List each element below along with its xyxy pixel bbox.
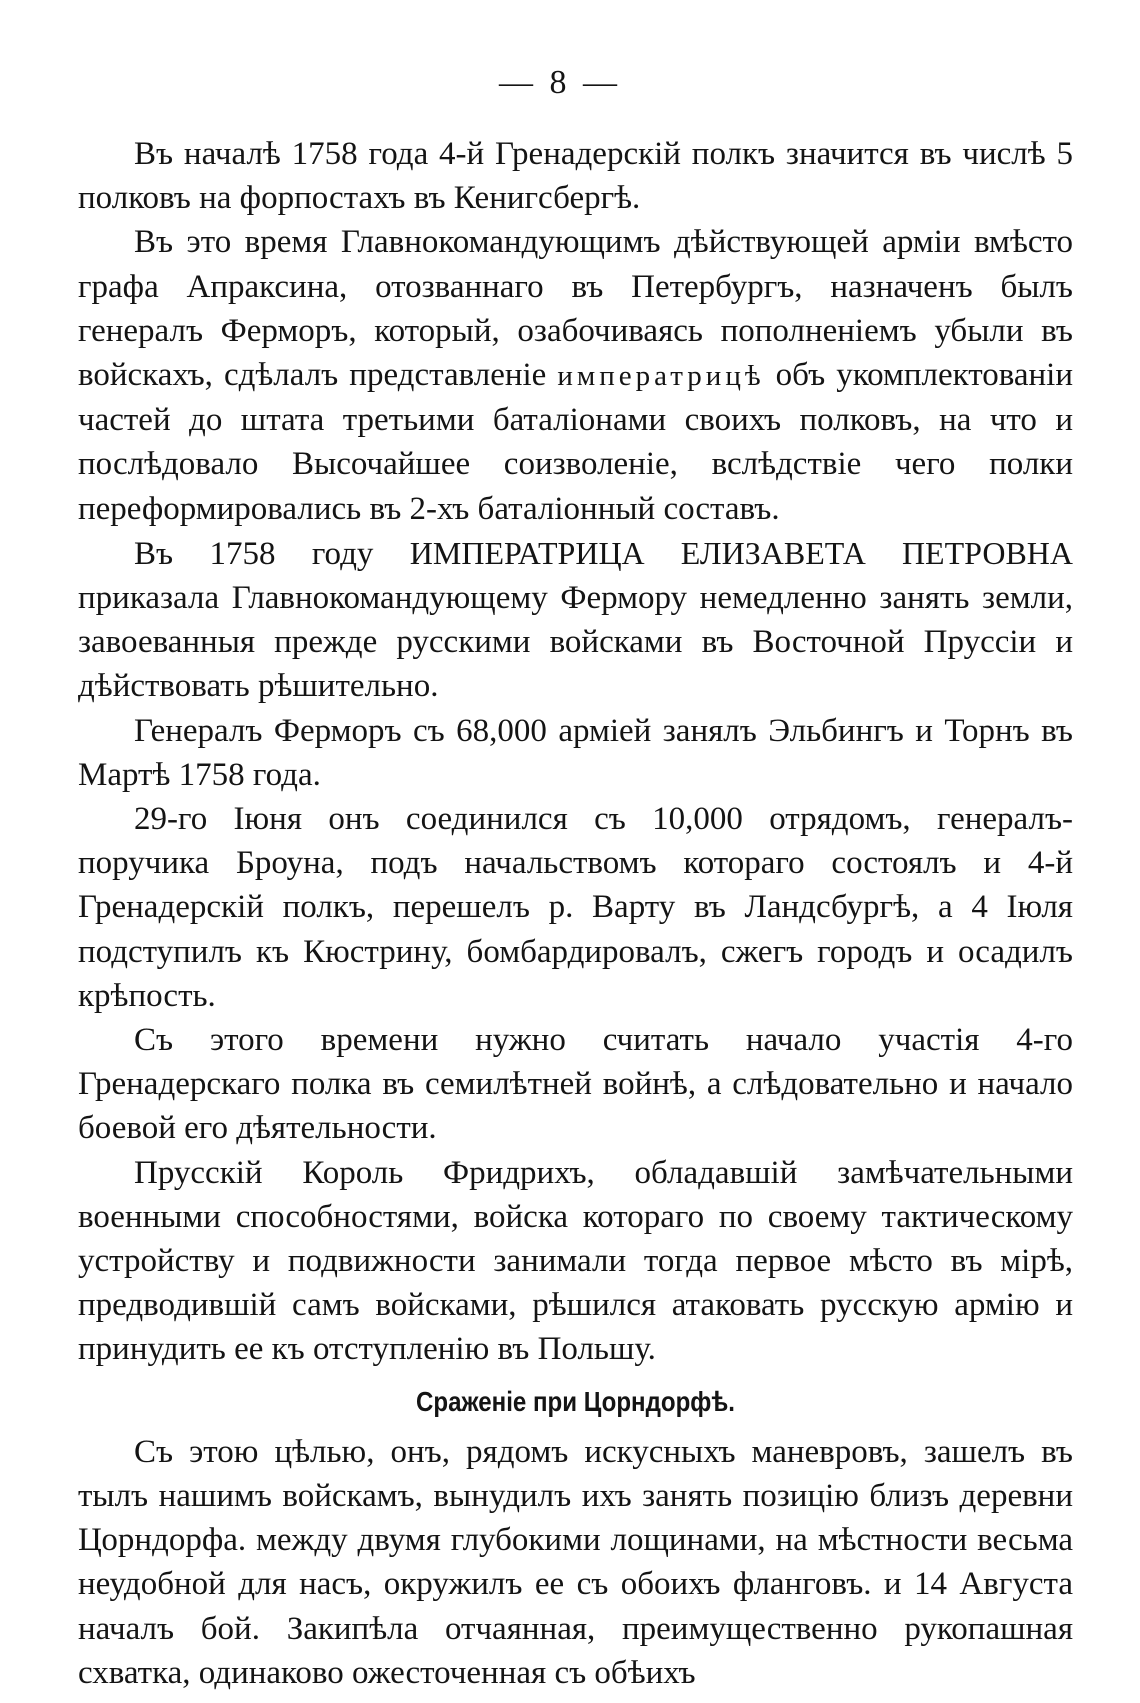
paragraph: Съ этого времени нужно считать начало участія 4-го Гренадерскаго полка въ семилѣтней войнѣ, а слѣдовательно и начало боевой его дѣятельности. bbox=[78, 1022, 1073, 1147]
spaced-word: императрицѣ bbox=[557, 360, 765, 393]
paragraph: Съ этою цѣлью, онъ, рядомъ искусныхъ маневровъ, зашелъ въ тылъ нашимъ войскамъ, вынудилъ ихъ занять позицію близъ деревни Цорндорфа. между двумя глубокими лощинами, на мѣстности весьма неудобной для насъ, окружилъ ее съ обоихъ фланговъ. и 14 Августа началъ бой. Закипѣла отчаянная, преимущественно рукопашная схватка, одинаково ожесточенная съ обѣихъ bbox=[78, 1433, 1073, 1691]
document-body bbox=[78, 132, 1073, 1695]
paragraph: Прусскій Король Фридрихъ, обладавшій замѣчательными военными способностями, войска котораго по своему тактическому устройству и подвижности занимали тогда первое мѣсто въ мірѣ, предводившій самъ войсками, рѣшился атаковать русскую армію и принудить ее къ отступленію въ Польшу. bbox=[78, 1154, 1073, 1368]
paragraph bbox=[78, 220, 1073, 530]
paragraph: 29-го Іюня онъ соединился съ 10,000 отрядомъ, генералъ-поручика Броуна, подъ начальствомъ котораго состоялъ и 4-й Гренадерскій полкъ, перешелъ р. Варту въ Ландсбургѣ, а 4 Іюля подступилъ къ Кюстрину, бомбардировалъ, сжегъ городъ и осадилъ крѣпость. bbox=[78, 801, 1073, 1014]
paragraph-text: Въ 1758 году bbox=[134, 535, 374, 572]
paragraph-text: объ укомплектованіи частей до штата третьими баталіонами своихъ полковъ, на что и послѣдовало Высочайшее соизволеніе, вслѣдствіе чего полки переформировались въ 2-хъ баталіонный составъ. bbox=[78, 357, 1073, 527]
empress-name: ИМПЕРАТРИЦА ЕЛИЗАВЕТА ПЕТРОВНА bbox=[409, 534, 1073, 571]
paragraph: Въ началѣ 1758 года 4-й Гренадерскій полкъ значится въ числѣ 5 полковъ на форпостахъ въ Кенигсбергѣ. bbox=[78, 136, 1073, 217]
paragraph: Генералъ Ферморъ съ 68,000 арміей занялъ Эльбингъ и Торнъ въ Мартѣ 1758 года. bbox=[78, 712, 1073, 793]
page-number: — 8 — bbox=[499, 64, 621, 101]
paragraph-text: Въ это время Главнокомандующимъ дѣйствующей арміи вмѣсто графа Апраксина, отозваннаго въ Петербургъ, назначенъ былъ генералъ Ферморъ, который, озабочиваясь пополненіемъ убыли въ войскахъ, сдѣлалъ представленіе bbox=[78, 224, 1073, 394]
paragraph-text: приказала Главнокомандующему Фермору немедленно занять земли, завоеванныя прежде русскими войсками въ Восточной Пруссіи и дѣйствовать рѣшительно. bbox=[78, 580, 1073, 705]
section-heading: Сраженіе при Цорндорфѣ. bbox=[416, 1385, 735, 1417]
paragraph bbox=[78, 531, 1073, 709]
